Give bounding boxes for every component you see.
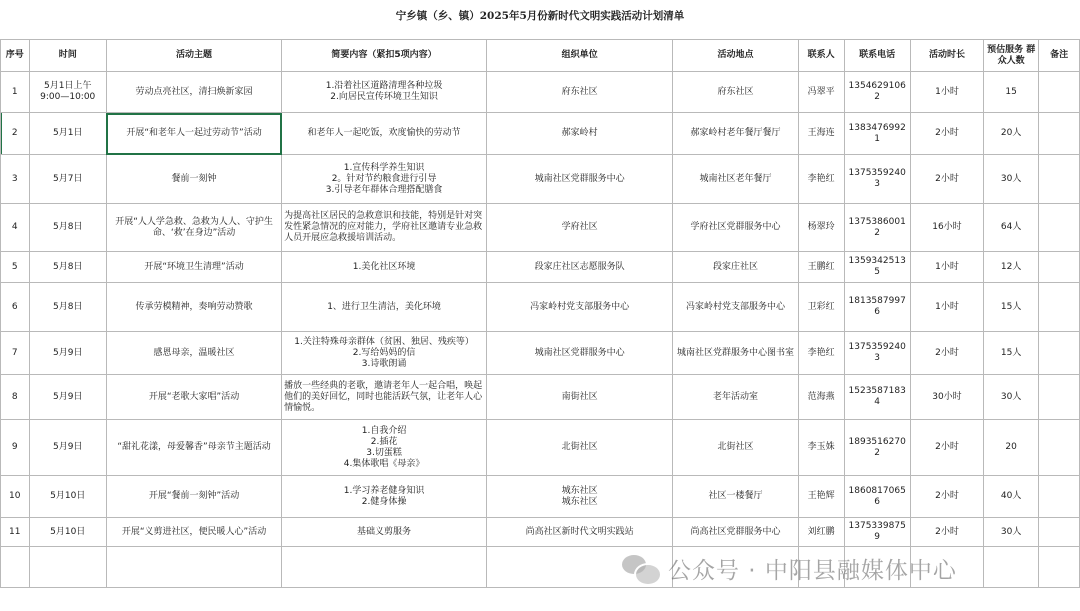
activity-plan-table <box>0 39 1080 588</box>
cell-phone[interactable]: 13834769921 <box>844 113 910 155</box>
cell-duration[interactable]: 2小时 <box>910 113 983 155</box>
cell-contact[interactable]: 冯翠平 <box>798 72 844 113</box>
cell-people[interactable]: 64人 <box>984 204 1039 252</box>
cell-place[interactable]: 北街社区 <box>673 420 798 476</box>
cell-contact[interactable]: 刘红鹏 <box>798 518 844 547</box>
cell-org[interactable]: 城东社区 城东社区 <box>486 476 672 518</box>
cell-no[interactable]: 3 <box>1 155 30 204</box>
cell-no[interactable]: 7 <box>1 332 30 375</box>
header-row <box>1 40 1080 72</box>
empty-cell[interactable] <box>1039 547 1080 588</box>
cell-duration[interactable]: 2小时 <box>910 420 983 476</box>
watermark <box>622 551 957 585</box>
cell-people[interactable]: 12人 <box>984 252 1039 283</box>
cell-place[interactable]: 郝家岭村老年餐厅餐厅 <box>673 113 798 155</box>
cell-theme[interactable]: 传承劳模精神，奏响劳动赞歌 <box>106 283 281 332</box>
cell-content[interactable]: 1、进行卫生清洁，美化环境 <box>282 283 487 332</box>
cell-place[interactable]: 段家庄社区 <box>673 252 798 283</box>
header-time[interactable]: 时间 <box>29 40 106 72</box>
cell-duration[interactable]: 1小时 <box>910 283 983 332</box>
cell-phone[interactable]: 13753398759 <box>844 518 910 547</box>
table-row <box>1 113 1080 155</box>
cell-no[interactable]: 10 <box>1 476 30 518</box>
cell-place[interactable]: 尚高社区党群服务中心 <box>673 518 798 547</box>
cell-org[interactable]: 北街社区 <box>486 420 672 476</box>
wechat-icon <box>622 553 660 583</box>
cell-phone[interactable]: 15235871834 <box>844 375 910 420</box>
cell-org[interactable]: 尚高社区新时代文明实践站 <box>486 518 672 547</box>
cell-people[interactable]: 15人 <box>984 332 1039 375</box>
cell-time[interactable]: 5月10日 <box>29 518 106 547</box>
cell-org[interactable]: 南街社区 <box>486 375 672 420</box>
cell-place[interactable]: 老年活动室 <box>673 375 798 420</box>
cell-time[interactable]: 5月9日 <box>29 375 106 420</box>
empty-cell[interactable] <box>1 547 30 588</box>
cell-theme[interactable]: 开展“义剪进社区，便民暖人心”活动 <box>106 518 281 547</box>
cell-place[interactable]: 城南社区老年餐厅 <box>673 155 798 204</box>
cell-duration[interactable]: 2小时 <box>910 476 983 518</box>
cell-content[interactable]: 1.宣传科学养生知识 2。针对节约粮食进行引导 3.引导老年群体合理搭配膳食 <box>282 155 487 204</box>
cell-phone[interactable]: 13753860012 <box>844 204 910 252</box>
cell-place[interactable]: 城南社区党群服务中心图书室 <box>673 332 798 375</box>
cell-org[interactable]: 学府社区 <box>486 204 672 252</box>
cell-duration[interactable]: 2小时 <box>910 332 983 375</box>
cell-contact[interactable]: 卫彩红 <box>798 283 844 332</box>
cell-no[interactable]: 9 <box>1 420 30 476</box>
cell-note[interactable] <box>1039 204 1080 252</box>
table-row <box>1 252 1080 283</box>
cell-people[interactable]: 20人 <box>984 113 1039 155</box>
header-org[interactable]: 组织单位 <box>486 40 672 72</box>
empty-cell[interactable] <box>984 547 1039 588</box>
header-phone[interactable]: 联系电话 <box>844 40 910 72</box>
cell-place[interactable]: 社区一楼餐厅 <box>673 476 798 518</box>
cell-content[interactable]: 1.沿着社区道路清理各种垃圾 2.向居民宣传环境卫生知识 <box>282 72 487 113</box>
cell-time[interactable]: 5月7日 <box>29 155 106 204</box>
cell-org[interactable]: 郝家岭村 <box>486 113 672 155</box>
cell-phone[interactable]: 18135879976 <box>844 283 910 332</box>
cell-org[interactable]: 冯家岭村党支部服务中心 <box>486 283 672 332</box>
cell-note[interactable] <box>1039 332 1080 375</box>
cell-note[interactable] <box>1039 476 1080 518</box>
cell-content[interactable]: 1.关注特殊母亲群体（贫困、独居、残疾等） 2.写给妈妈的信 3.诗歌朗诵 <box>282 332 487 375</box>
header-duration[interactable]: 活动时长 <box>910 40 983 72</box>
cell-place[interactable]: 府东社区 <box>673 72 798 113</box>
cell-content[interactable]: 1.美化社区环境 <box>282 252 487 283</box>
cell-duration[interactable]: 2小时 <box>910 155 983 204</box>
cell-contact[interactable]: 杨翠玲 <box>798 204 844 252</box>
cell-content[interactable]: 1.自我介绍 2.插花 3.切蛋糕 4.集体歌唱《母亲》 <box>282 420 487 476</box>
cell-people[interactable]: 15 <box>984 72 1039 113</box>
header-people[interactable]: 预估服务 群众人数 <box>984 40 1039 72</box>
cell-people[interactable]: 40人 <box>984 476 1039 518</box>
cell-content[interactable]: 播放一些经典的老歌，邀请老年人一起合唱，唤起他们的美好回忆，同时也能活跃气氛，让老年人心情愉悦。 <box>282 375 487 420</box>
cell-content[interactable]: 基础义剪服务 <box>282 518 487 547</box>
header-theme[interactable]: 活动主题 <box>106 40 281 72</box>
cell-people[interactable]: 15人 <box>984 283 1039 332</box>
table-row <box>1 155 1080 204</box>
cell-theme[interactable]: 餐前一刻钟 <box>106 155 281 204</box>
table-row <box>1 375 1080 420</box>
cell-content[interactable]: 和老年人一起吃饭，欢度愉快的劳动节 <box>282 113 487 155</box>
cell-no[interactable]: 11 <box>1 518 30 547</box>
cell-note[interactable] <box>1039 72 1080 113</box>
cell-phone[interactable]: 13753592403 <box>844 332 910 375</box>
cell-note[interactable] <box>1039 375 1080 420</box>
cell-contact[interactable]: 李艳红 <box>798 155 844 204</box>
cell-content[interactable]: 为提高社区居民的急救意识和技能，特别是针对突发性紧急情况的应对能力，学府社区邀请专业急救人员开展应急救援培训活动。 <box>282 204 487 252</box>
cell-theme[interactable]: 开展“餐前一刻钟”活动 <box>106 476 281 518</box>
cell-contact[interactable]: 王艳辉 <box>798 476 844 518</box>
cell-time[interactable]: 5月1日上午 9:00—10:00 <box>29 72 106 113</box>
cell-phone[interactable]: 13593425135 <box>844 252 910 283</box>
cell-time[interactable]: 5月10日 <box>29 476 106 518</box>
cell-no[interactable]: 2 <box>1 113 30 155</box>
header-content[interactable]: 简要内容（紧扣5项内容） <box>282 40 487 72</box>
cell-people[interactable]: 30人 <box>984 375 1039 420</box>
cell-phone[interactable]: 18935162702 <box>844 420 910 476</box>
cell-place[interactable]: 冯家岭村党支部服务中心 <box>673 283 798 332</box>
cell-contact[interactable]: 范海燕 <box>798 375 844 420</box>
cell-time[interactable]: 5月9日 <box>29 332 106 375</box>
table-row <box>1 420 1080 476</box>
cell-theme[interactable]: 感恩母亲，温暖社区 <box>106 332 281 375</box>
empty-cell[interactable] <box>282 547 487 588</box>
cell-note[interactable] <box>1039 113 1080 155</box>
header-contact[interactable]: 联系人 <box>798 40 844 72</box>
cell-org[interactable]: 城南社区党群服务中心 <box>486 332 672 375</box>
empty-cell[interactable] <box>106 547 281 588</box>
cell-duration[interactable]: 30小时 <box>910 375 983 420</box>
cell-theme[interactable]: 开展“老歌大家唱”活动 <box>106 375 281 420</box>
sheet-title: 宁乡镇（乡、镇）2025年5月份新时代文明实践活动计划清单 <box>395 10 685 22</box>
cell-phone[interactable]: 13546291062 <box>844 72 910 113</box>
cell-theme[interactable]: “甜礼花漾，母爱馨香”母亲节主题活动 <box>106 420 281 476</box>
cell-note[interactable] <box>1039 283 1080 332</box>
table-row <box>1 283 1080 332</box>
cell-org[interactable]: 段家庄社区志愿服务队 <box>486 252 672 283</box>
cell-note[interactable] <box>1039 420 1080 476</box>
cell-theme[interactable]: 劳动点亮社区，清扫焕新家园 <box>106 72 281 113</box>
cell-duration[interactable]: 1小时 <box>910 72 983 113</box>
table-row <box>1 72 1080 113</box>
cell-time[interactable]: 5月1日 <box>29 113 106 155</box>
watermark-text: 公众号 · 中阳县融媒体中心 <box>668 557 957 584</box>
cell-note[interactable] <box>1039 155 1080 204</box>
cell-phone[interactable]: 13753592403 <box>844 155 910 204</box>
cell-no[interactable]: 8 <box>1 375 30 420</box>
cell-time[interactable]: 5月8日 <box>29 283 106 332</box>
cell-time[interactable]: 5月8日 <box>29 252 106 283</box>
cell-phone[interactable]: 18608170656 <box>844 476 910 518</box>
table-row <box>1 204 1080 252</box>
cell-note[interactable] <box>1039 518 1080 547</box>
cell-duration[interactable]: 2小时 <box>910 518 983 547</box>
cell-time[interactable]: 5月8日 <box>29 204 106 252</box>
table-row <box>1 518 1080 547</box>
cell-org[interactable]: 府东社区 <box>486 72 672 113</box>
cell-no[interactable]: 1 <box>1 72 30 113</box>
empty-cell[interactable] <box>29 547 106 588</box>
header-note[interactable]: 备注 <box>1039 40 1080 72</box>
cell-content[interactable]: 1.学习养老健身知识 2.健身体操 <box>282 476 487 518</box>
header-place[interactable]: 活动地点 <box>673 40 798 72</box>
cell-contact[interactable]: 李艳红 <box>798 332 844 375</box>
cell-note[interactable] <box>1039 252 1080 283</box>
cell-no[interactable]: 5 <box>1 252 30 283</box>
cell-contact[interactable]: 王鹏红 <box>798 252 844 283</box>
cell-people[interactable]: 30人 <box>984 155 1039 204</box>
cell-no[interactable]: 4 <box>1 204 30 252</box>
cell-contact[interactable]: 王海连 <box>798 113 844 155</box>
cell-people[interactable]: 20 <box>984 420 1039 476</box>
cell-org[interactable]: 城南社区党群服务中心 <box>486 155 672 204</box>
cell-duration[interactable]: 1小时 <box>910 252 983 283</box>
table-row <box>1 476 1080 518</box>
cell-time[interactable]: 5月9日 <box>29 420 106 476</box>
cell-no[interactable]: 6 <box>1 283 30 332</box>
cell-theme[interactable]: 开展“人人学急救、急救为人人、守护生命、‘救’在身边”活动 <box>106 204 281 252</box>
cell-contact[interactable]: 李玉姝 <box>798 420 844 476</box>
cell-theme[interactable]: 开展“环境卫生清理”活动 <box>106 252 281 283</box>
cell-theme[interactable]: 开展“和老年人一起过劳动节”活动 <box>106 113 281 155</box>
table-row <box>1 332 1080 375</box>
cell-people[interactable]: 30人 <box>984 518 1039 547</box>
cell-place[interactable]: 学府社区党群服务中心 <box>673 204 798 252</box>
cell-duration[interactable]: 16小时 <box>910 204 983 252</box>
header-no[interactable]: 序号 <box>1 40 30 72</box>
